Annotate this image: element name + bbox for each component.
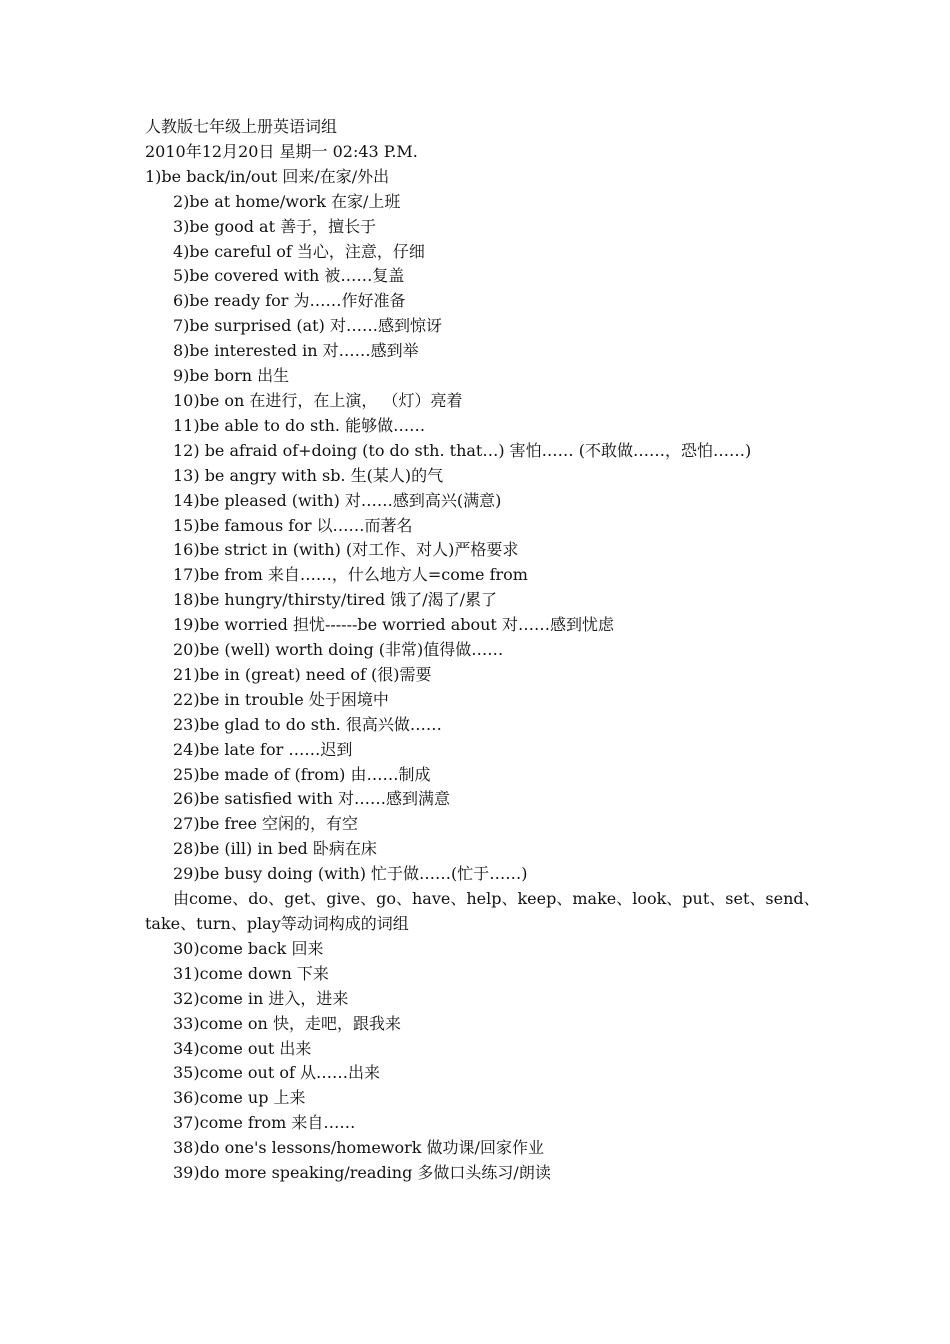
- phrase-line: 9)be born 出生: [173, 366, 290, 386]
- phrase-line: 32)come in 进入，进来: [173, 988, 349, 1008]
- phrase-line: 20)be (well) worth doing (非常)值得做……: [173, 640, 504, 660]
- section-heading: [145, 887, 825, 937]
- phrase-line: 24)be late for ……迟到: [173, 739, 353, 759]
- document-page: [145, 115, 825, 1186]
- phrase-line: 15)be famous for 以……而著名: [173, 515, 413, 535]
- phrase-line: 3)be good at 善于，擅长于: [173, 216, 377, 236]
- section-heading-text: 由come、do、get、give、go、have、help、keep、make、look、put、set、send、take、turn、play等动词构成的词组: [145, 889, 820, 933]
- phrase-line: 39)do more speaking/reading 多做口头练习/朗读: [173, 1163, 551, 1183]
- phrase-line: 1)be back/in/out 回来/在家/外出: [145, 166, 390, 186]
- phrase-line: 35)come out of 从……出来: [173, 1063, 381, 1083]
- phrase-line: 29)be busy doing (with) 忙于做……(忙于……): [173, 864, 528, 884]
- phrase-line: 8)be interested in 对……感到举: [173, 341, 419, 361]
- phrase-line: 36)come up 上来: [173, 1088, 306, 1108]
- phrase-line: 2)be at home/work 在家/上班: [173, 191, 401, 211]
- document-title: 人教版七年级上册英语词组: [145, 117, 338, 136]
- phrase-line: 14)be pleased (with) 对……感到高兴(满意): [173, 490, 502, 510]
- phrase-line: 21)be in (great) need of (很)需要: [173, 664, 432, 684]
- phrase-line: 10)be on 在进行，在上演， （灯）亮着: [173, 390, 463, 410]
- phrase-line: 23)be glad to do sth. 很高兴做……: [173, 714, 442, 734]
- phrase-line: 30)come back 回来: [173, 938, 324, 958]
- phrase-list: [145, 165, 825, 1186]
- phrase-line: 6)be ready for 为……作好准备: [173, 291, 406, 311]
- phrase-line: 19)be worried 担忧------be worried about 对……感到忧虑: [173, 615, 614, 635]
- phrase-line: 25)be made of (from) 由……制成: [173, 764, 431, 784]
- phrase-line: 28)be (ill) in bed 卧病在床: [173, 839, 377, 859]
- phrase-line: 31)come down 下来: [173, 963, 329, 983]
- phrase-line: 27)be free 空闲的，有空: [173, 814, 358, 834]
- phrase-line: 18)be hungry/thirsty/tired 饿了/渴了/累了: [173, 590, 497, 610]
- phrase-line: 17)be from 来自……，什么地方人=come from: [173, 565, 528, 585]
- phrase-line: 13) be angry with sb. 生(某人)的气: [173, 465, 444, 485]
- phrase-line: 34)come out 出来: [173, 1038, 312, 1058]
- phrase-line: 4)be careful of 当心，注意，仔细: [173, 241, 425, 261]
- phrase-line: 37)come from 来自……: [173, 1113, 356, 1133]
- phrase-line: 38)do one's lessons/homework 做功课/回家作业: [173, 1138, 544, 1158]
- phrase-line: 7)be surprised (at) 对……感到惊讶: [173, 316, 442, 336]
- phrase-line-text: 12) be afraid of+doing (to do sth. that…) 害怕…… (不敢做……，恐怕……): [173, 440, 752, 460]
- phrase-line: 11)be able to do sth. 能够做……: [173, 415, 426, 435]
- phrase-line: 16)be strict in (with) (对工作、对人)严格要求: [173, 540, 519, 560]
- document-date: 2010年12月20日 星期一 02:43 P.M.: [145, 141, 418, 161]
- phrase-line: 5)be covered with 被……复盖: [173, 266, 405, 286]
- phrase-line: 33)come on 快，走吧，跟我来: [173, 1013, 401, 1033]
- phrase-line: 22)be in trouble 处于困境中: [173, 689, 389, 709]
- phrase-line: 26)be satisfied with 对……感到满意: [173, 789, 451, 809]
- phrase-line: [145, 439, 825, 464]
